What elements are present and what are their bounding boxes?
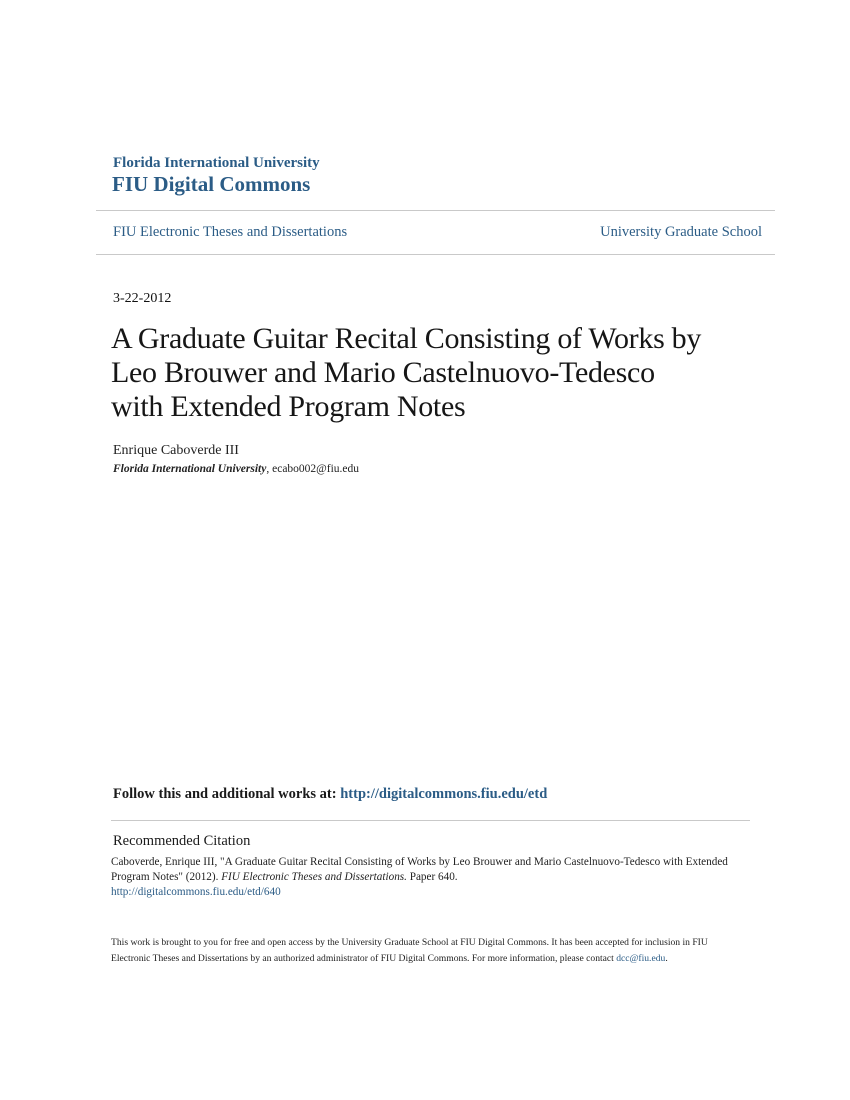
collection-link[interactable]: FIU Electronic Theses and Dissertations bbox=[113, 224, 348, 240]
title-line: A Graduate Guitar Recital Consisting of Works by bbox=[111, 322, 702, 355]
citation-heading: Recommended Citation bbox=[113, 833, 251, 849]
title-line: with Extended Program Notes bbox=[111, 390, 466, 423]
divider-citation bbox=[111, 820, 750, 821]
citation-body: Caboverde, Enrique III, "A Graduate Guitar Recital Consisting of Works by Leo Brouwer and Mario Castelnuovo-Tedesco with Extended Program Notes" (2012). bbox=[111, 856, 728, 883]
follow-line bbox=[113, 786, 547, 803]
author-affiliation bbox=[113, 463, 359, 475]
citation-series: FIU Electronic Theses and Dissertations. bbox=[221, 871, 407, 883]
author-name: Enrique Caboverde III bbox=[113, 443, 239, 458]
contact-email-link[interactable]: dcc@fiu.edu bbox=[616, 953, 666, 964]
divider-top bbox=[96, 210, 775, 211]
follow-label: Follow this and additional works at: bbox=[113, 786, 341, 802]
citation-paper-number: Paper 640. bbox=[406, 871, 458, 883]
institution-name[interactable]: Florida International University bbox=[113, 155, 320, 171]
title-line: Leo Brouwer and Mario Castelnuovo-Tedesco bbox=[111, 356, 655, 389]
paper-title bbox=[111, 322, 761, 424]
school-link[interactable]: University Graduate School bbox=[600, 224, 762, 240]
author-email: , ecabo002@fiu.edu bbox=[266, 463, 360, 475]
notice-end: . bbox=[665, 953, 668, 964]
citation-text bbox=[111, 855, 731, 900]
collection-url-link[interactable]: http://digitalcommons.fiu.edu/etd bbox=[340, 786, 548, 802]
access-notice bbox=[111, 935, 741, 967]
publication-date: 3-22-2012 bbox=[113, 291, 172, 306]
repository-name[interactable]: FIU Digital Commons bbox=[112, 172, 311, 196]
divider-bottom bbox=[96, 254, 775, 255]
citation-url-link[interactable]: http://digitalcommons.fiu.edu/etd/640 bbox=[111, 886, 281, 898]
notice-text: This work is brought to you for free and open access by the University Graduate School at FIU Digital Commons. It has been accepted for inclusion in FIU Electronic Theses and Dissertations by an authorized administrator of FIU Digital Commons. For more information, please contact bbox=[111, 937, 708, 964]
affiliation-name: Florida International University bbox=[113, 463, 267, 475]
